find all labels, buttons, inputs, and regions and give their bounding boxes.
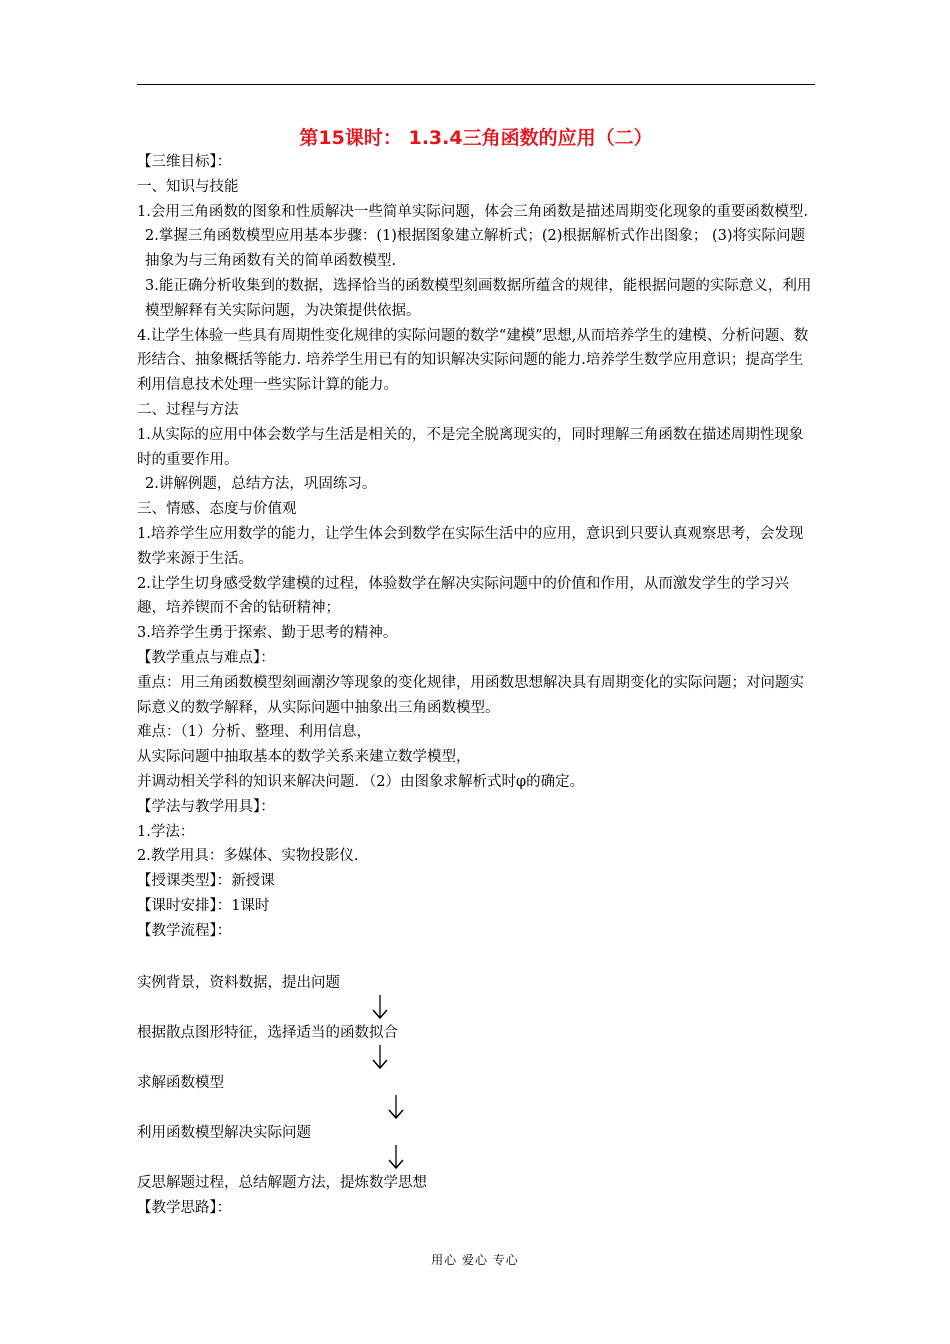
paragraph: 2.掌握三角函数模型应用基本步骤：(1)根据图象建立解析式；(2)根据解析式作出图象； (3)将实际问题抽象为与三角函数有关的简单函数模型. xyxy=(145,228,806,270)
down-arrow-icon xyxy=(370,994,390,1020)
page-title: 第15课时： 1.3.4三角函数的应用（二） xyxy=(299,127,653,149)
paragraph: 难点：（1）分析、整理、利用信息， xyxy=(137,724,371,741)
paragraph: 2.让学生切身感受数学建模的过程，体验数学在解决实际问题中的价值和作用，从而激发学生的学习兴趣，培养锲而不舍的钻研精神； xyxy=(137,575,789,617)
section-heading: 【课时安排】：1课时 xyxy=(137,897,270,914)
section-heading: 【学法与教学用具】： xyxy=(137,798,275,815)
down-arrow-icon xyxy=(370,1044,390,1070)
paragraph: 并调动相关学科的知识来解决问题．（2）由图象求解析式时φ的确定。 xyxy=(137,773,585,790)
paragraph: 从实际问题中抽取基本的数学关系来建立数学模型， xyxy=(137,749,471,766)
document-body xyxy=(137,150,817,944)
paragraph: 重点：用三角函数模型刻画潮汐等现象的变化规律，用函数思想解决具有周期变化的实际问题；对问题实际意义的数学解释，从实际问题中抽象出三角函数模型。 xyxy=(137,674,804,716)
paragraph: 1.培养学生应用数学的能力，让学生体会到数学在实际生活中的应用，意识到只要认真观察思考，会发现数学来源于生活。 xyxy=(137,525,804,567)
flow-step: 反思解题过程，总结解题方法，提炼数学思想 xyxy=(137,1175,427,1191)
paragraph: 3.培养学生勇于探索、勤于思考的精神。 xyxy=(137,625,398,642)
subsection-heading: 三、情感、态度与价值观 xyxy=(137,501,297,518)
section-heading: 【授课类型】：新授课 xyxy=(137,873,275,890)
subsection-heading: 一、知识与技能 xyxy=(137,178,239,195)
section-heading: 【三维目标】： xyxy=(137,154,232,170)
header-rule xyxy=(137,84,815,85)
section-heading: 【教学重点与难点】： xyxy=(137,649,275,666)
paragraph: 1.会用三角函数的图象和性质解决一些简单实际问题，体会三角函数是描述周期变化现象的重要函数模型. xyxy=(137,203,808,220)
down-arrow-icon xyxy=(386,1144,406,1170)
subsection-heading: 二、过程与方法 xyxy=(137,401,239,418)
section-heading: 【教学思路】： xyxy=(137,1200,232,1216)
paragraph: 2.讲解例题，总结方法，巩固练习。 xyxy=(145,476,377,493)
paragraph: 1.学法： xyxy=(137,823,195,840)
page-footer: 用心 爱心 专心 xyxy=(431,1253,519,1267)
paragraph: 1.从实际的应用中体会数学与生活是相关的，不是完全脱离现实的，同时理解三角函数在描述周期性现象时的重要作用。 xyxy=(137,426,804,468)
section-heading: 【教学流程】： xyxy=(137,922,232,939)
paragraph: 3.能正确分析收集到的数据，选择恰当的函数模型刻画数据所蕴含的规律，能根据问题的实际意义，利用模型解释有关实际问题，为决策提供依据。 xyxy=(145,277,812,319)
flow-step: 实例背景，资料数据，提出问题 xyxy=(137,975,340,991)
flow-step: 求解函数模型 xyxy=(137,1075,224,1091)
flow-step: 利用函数模型解决实际问题 xyxy=(137,1125,311,1141)
paragraph: 2.教学用具：多媒体、实物投影仪. xyxy=(137,848,359,865)
paragraph: 4.让学生体验一些具有周期性变化规律的实际问题的数学“建模”思想,从而培养学生的建模、分析问题、数形结合、抽象概括等能力. 培养学生用已有的知识解决实际问题的能力.培养学生数学应用意识；提高学生利用信息技术处理一些实际计算的能力。 xyxy=(137,327,809,394)
flow-step: 根据散点图形特征，选择适当的函数拟合 xyxy=(137,1025,398,1041)
down-arrow-icon xyxy=(386,1094,406,1120)
